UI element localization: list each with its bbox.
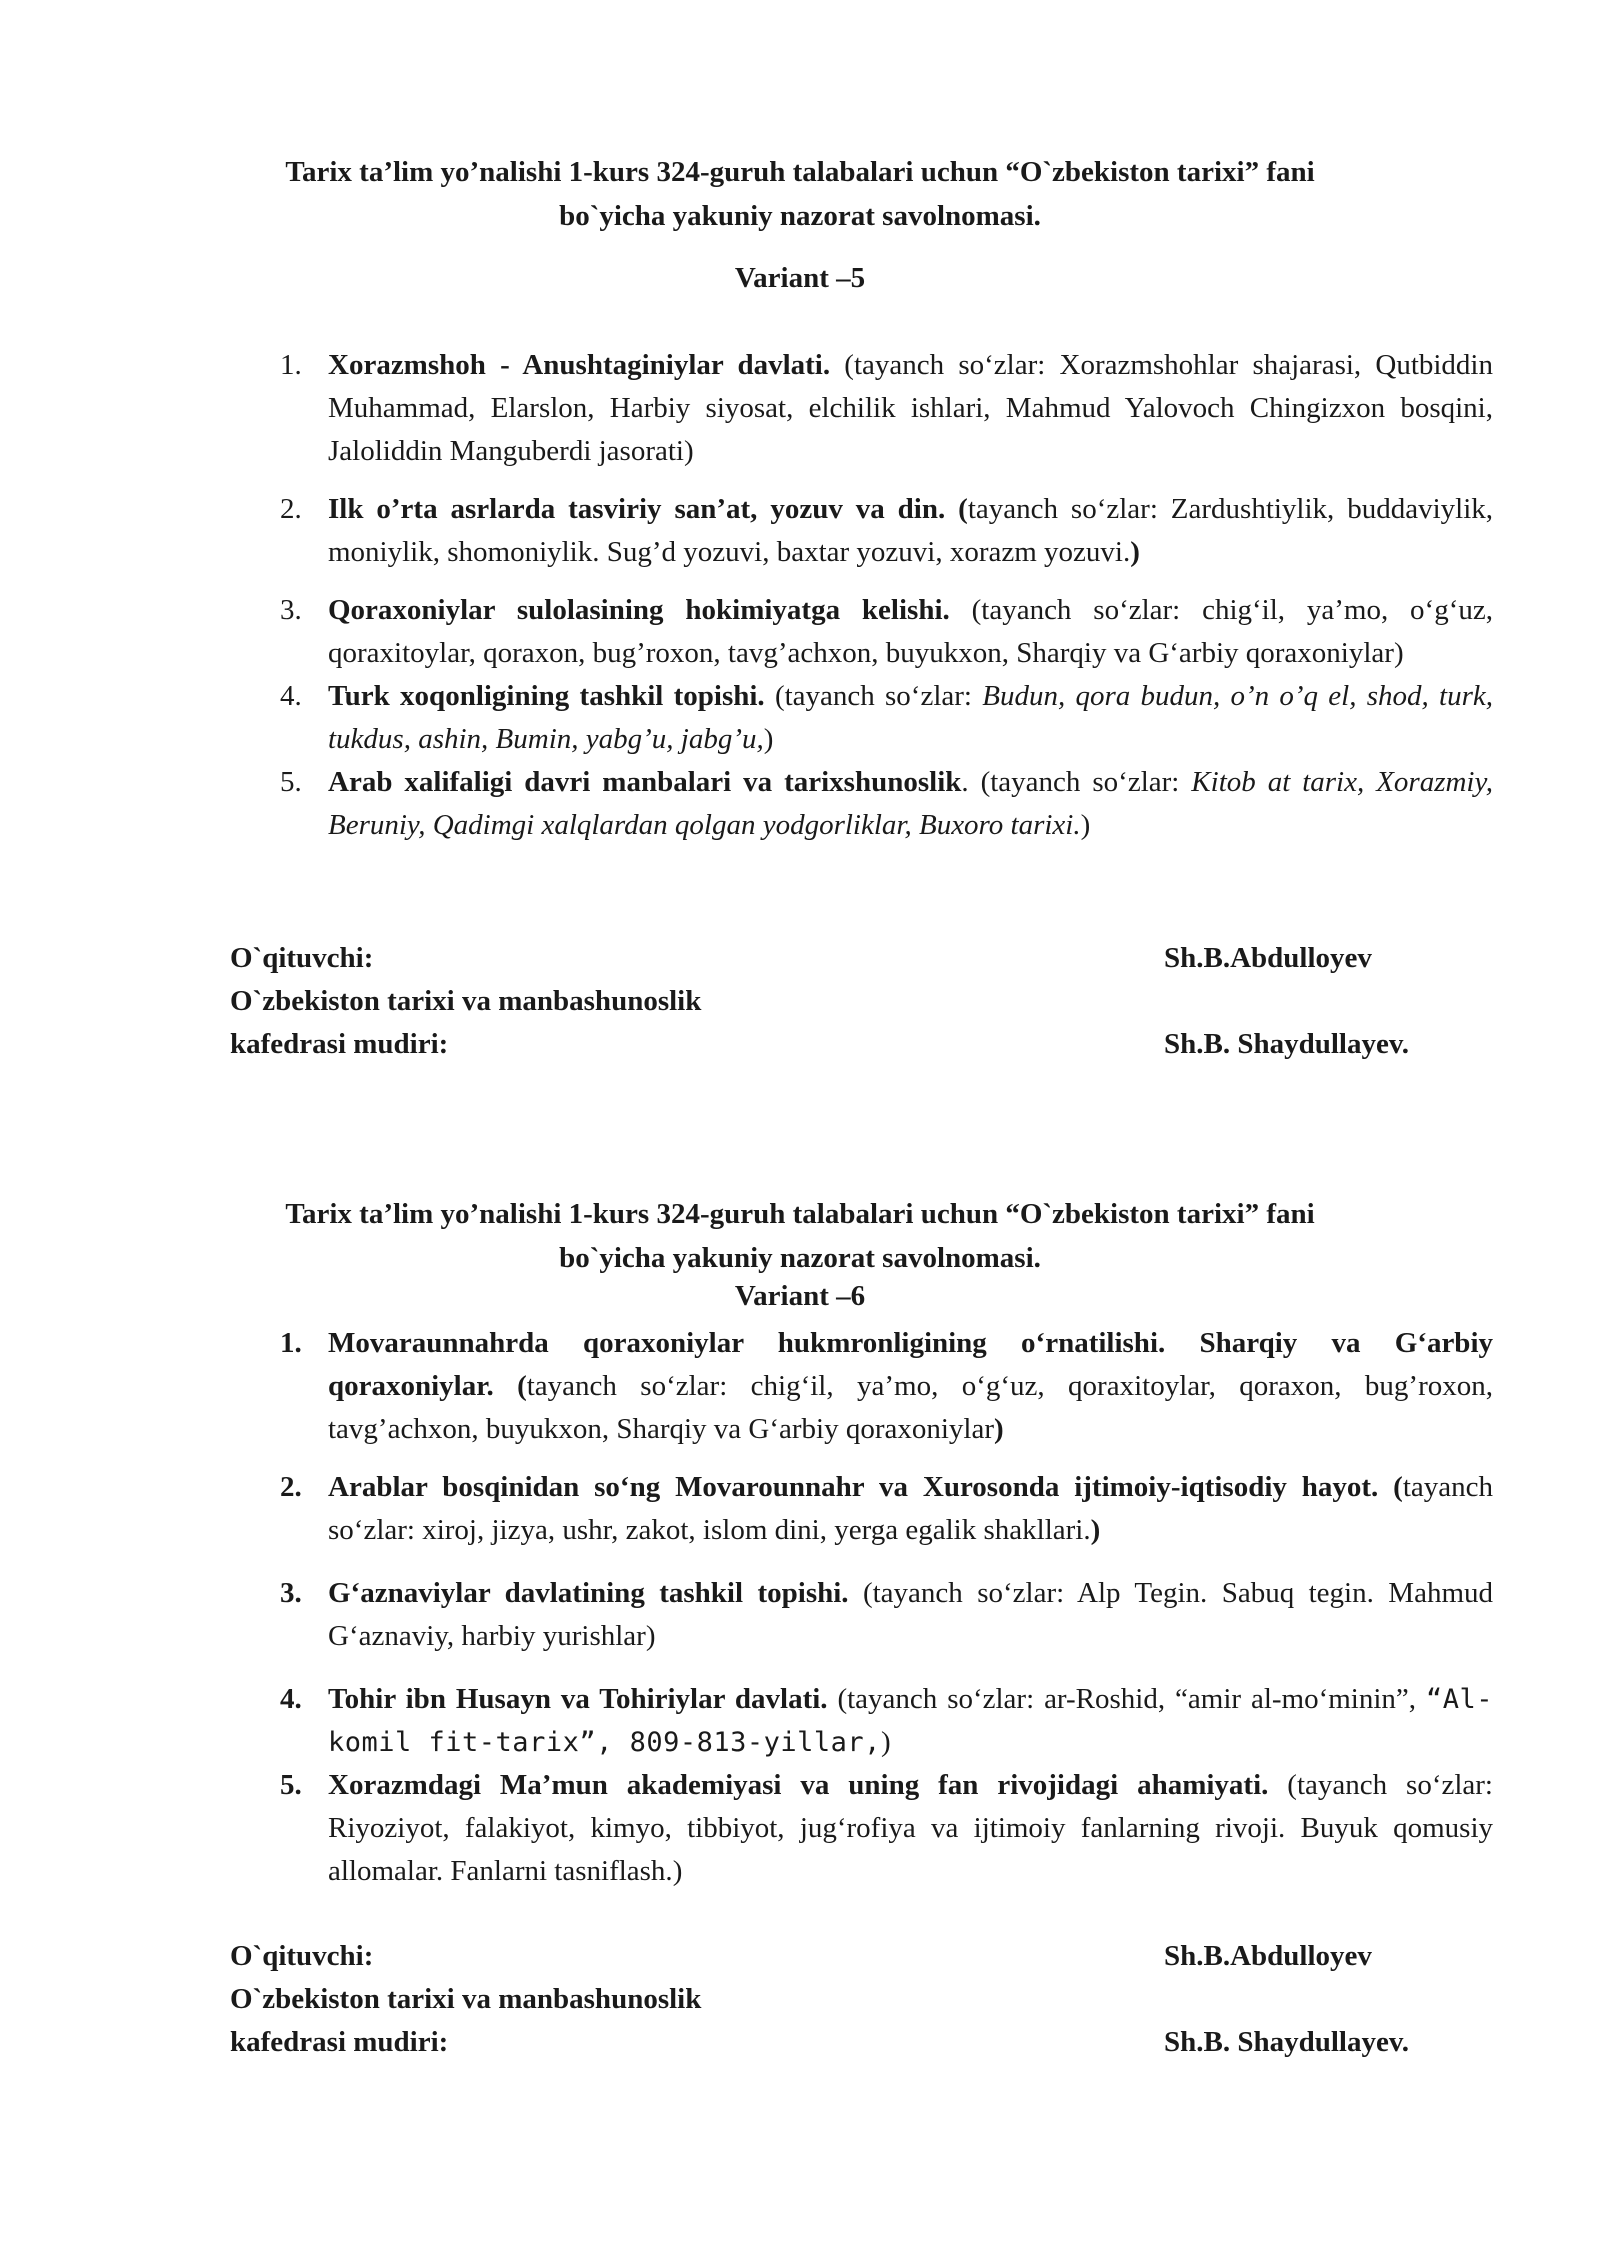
keywords-text: Xorazmshohlar shajarasi, Qutbiddin Muhammad, Elarslon, Harbiy siyosat, elchilik ishlari, Mahmud Yalovoch Chingizxon bosqini, Jaloliddin Manguberdi jasorati: [328, 349, 1493, 467]
question-item: [280, 1322, 1493, 1451]
question-number: 4.: [280, 1683, 302, 1715]
keywords-suffix: ): [880, 1726, 891, 1758]
keywords-suffix: ): [1090, 1514, 1101, 1546]
question-topic: Tohir ibn Husayn va Tohiriylar davlati.: [328, 1683, 828, 1715]
keywords-prefix: . (tayanch so‘zlar:: [961, 766, 1192, 798]
signature-names: [1164, 937, 1409, 1066]
question-topic: G‘aznaviylar davlatining tashkil topishi.: [328, 1577, 849, 1609]
question-list: [280, 344, 1493, 847]
keywords-prefix: (: [945, 493, 968, 525]
keywords-suffix: ): [672, 1855, 683, 1887]
keywords-prefix: (tayanch so‘zlar:: [830, 349, 1060, 381]
question-number: 4.: [280, 680, 302, 712]
keywords-text: tayanch so‘zlar: Zardushtiylik, buddaviylik, moniylik, shomoniylik. Sug’d yozuvi, baxtar yozuvi, xorazm yozuvi.: [328, 493, 1493, 568]
question-item: [280, 1764, 1493, 1893]
question-item: [280, 761, 1493, 847]
title-line-1: Tarix ta’lim yo’nalishi 1-kurs 324-guruh talabalari uchun “O`zbekiston tarixi” fani: [285, 1198, 1315, 1230]
keywords-prefix: (: [1378, 1471, 1403, 1503]
question-number: 2.: [280, 1471, 302, 1503]
teacher-label: O`qituvchi:: [230, 942, 374, 974]
question-topic: Turk xoqonligining tashkil topishi.: [328, 680, 765, 712]
question-number: 3.: [280, 1577, 302, 1609]
spacer: [1164, 1978, 1409, 2021]
keywords-text: Budun, qora budun, o’n o’q el, shod, turk, tukdus, ashin, Bumin, yabg’u, jabg’u,: [328, 680, 1493, 755]
keywords-text-a: ar-Roshid, “amir al-mo‘minin”,: [1044, 1683, 1426, 1715]
keywords-prefix: (tayanch so‘zlar:: [764, 680, 983, 712]
question-item: [280, 1466, 1493, 1552]
department-head-label-line-2: kafedrasi mudiri:: [230, 1028, 449, 1060]
title-line-1: Tarix ta’lim yo’nalishi 1-kurs 324-guruh talabalari uchun “O`zbekiston tarixi” fani: [285, 156, 1315, 188]
document-title: [200, 1192, 1400, 1280]
keywords-text: chig‘il, ya’mo, o‘g‘uz, qoraxitoylar, qoraxon, bug’roxon, tavg’achxon, buyukxon, Sharqiy va G‘arbiy qoraxoniylar: [328, 594, 1493, 669]
keywords-text-b: “Al-komil fit-tarix”, 809-813-yillar,: [328, 1684, 1493, 1758]
question-item: [280, 589, 1493, 675]
signature-names: [1164, 1935, 1409, 2064]
question-topic: Arab xalifaligi davri manbalari va tarixshunoslik: [328, 766, 962, 798]
department-head-label-line-1: O`zbekiston tarixi va manbashunoslik: [230, 1983, 702, 2015]
keywords-text: tayanch so‘zlar: chig‘il, ya’mo, o‘g‘uz, qoraxitoylar, qoraxon, bug’roxon, tavg’achxon, buyukxon, Sharqiy va G‘arbiy qoraxoniylar: [328, 1370, 1493, 1445]
question-item: [280, 344, 1493, 473]
teacher-name: Sh.B.Abdulloyev: [1164, 1940, 1372, 1972]
question-topic: Ilk o’rta asrlarda tasviriy san’at, yozuv va din.: [328, 493, 946, 525]
question-item: [280, 1678, 1493, 1764]
question-number: 2.: [280, 493, 302, 525]
question-number: 3.: [280, 594, 302, 626]
question-topic: Xorazmdagi Ma’mun akademiyasi va uning fan rivojidagi ahamiyati.: [328, 1769, 1269, 1801]
department-head-name: Sh.B. Shaydullayev.: [1164, 1028, 1409, 1060]
keywords-prefix: (tayanch so‘zlar:: [827, 1683, 1045, 1715]
keywords-prefix: (tayanch so‘zlar:: [949, 594, 1203, 626]
question-number: 1.: [280, 349, 302, 381]
keywords-text: tayanch so‘zlar: xiroj, jizya, ushr, zakot, islom dini, yerga egalik shakllari.: [328, 1471, 1493, 1546]
question-number: 5.: [280, 766, 302, 798]
teacher-name: Sh.B.Abdulloyev: [1164, 942, 1372, 974]
teacher-label: O`qituvchi:: [230, 1940, 374, 1972]
spacer: [1164, 980, 1409, 1023]
variant-label: Variant –6: [734, 1280, 866, 1312]
signature-labels: [230, 937, 701, 1066]
title-line-2: bo`yicha yakuniy nazorat savolnomasi.: [559, 200, 1041, 232]
keywords-prefix: (: [493, 1370, 527, 1402]
keywords-suffix: ): [763, 723, 774, 755]
department-head-label-line-1: O`zbekiston tarixi va manbashunoslik: [230, 985, 702, 1017]
keywords-suffix: ): [1080, 809, 1091, 841]
question-number: 1.: [280, 1327, 302, 1359]
title-line-2: bo`yicha yakuniy nazorat savolnomasi.: [559, 1242, 1041, 1274]
keywords-prefix: (tayanch so‘zlar:: [848, 1577, 1078, 1609]
keywords-suffix: ): [1393, 637, 1404, 669]
keywords-text: Kitob at tarix, Xorazmiy, Beruniy, Qadimgi xalqlardan qolgan yodgorliklar, Buxoro tarixi.: [328, 766, 1493, 841]
keywords-suffix: ): [1130, 536, 1140, 568]
department-head-name: Sh.B. Shaydullayev.: [1164, 2026, 1409, 2058]
question-topic: Xorazmshoh - Anushtaginiylar davlati.: [328, 349, 831, 381]
question-topic: Movaraunnahrda qoraxoniylar hukmronligining o‘rnatilishi. Sharqiy va G‘arbiy qoraxoniylar.: [328, 1327, 1493, 1402]
question-topic: Arablar bosqinidan so‘ng Movarounnahr va Xurosonda ijtimoiy-iqtisodiy hayot.: [328, 1471, 1379, 1503]
question-item: [280, 488, 1493, 574]
department-head-label-line-2: kafedrasi mudiri:: [230, 2026, 449, 2058]
question-topic: Qoraxoniylar sulolasining hokimiyatga kelishi.: [328, 594, 950, 626]
variant-label: Variant –5: [734, 262, 866, 294]
question-item: [280, 675, 1493, 761]
keywords-prefix: (tayanch so‘zlar:: [1268, 1769, 1493, 1801]
keywords-suffix: ): [645, 1620, 656, 1652]
keywords-suffix: ): [684, 435, 694, 467]
question-list: [280, 1322, 1493, 1893]
question-number: 5.: [280, 1769, 302, 1801]
keywords-text: Alp Tegin. Sabuq tegin. Mahmud G‘aznaviy, harbiy yurishlar: [328, 1577, 1494, 1652]
keywords-suffix: ): [994, 1413, 1004, 1445]
document-title: [200, 150, 1400, 238]
question-item: [280, 1572, 1493, 1658]
keywords-text: Riyoziyot, falakiyot, kimyo, tibbiyot, jug‘rofiya va ijtimoiy fanlarning rivoji. Buyuk qomusiy allomalar. Fanlarni tasniflash.: [328, 1812, 1493, 1887]
signature-labels: [230, 1935, 701, 2064]
